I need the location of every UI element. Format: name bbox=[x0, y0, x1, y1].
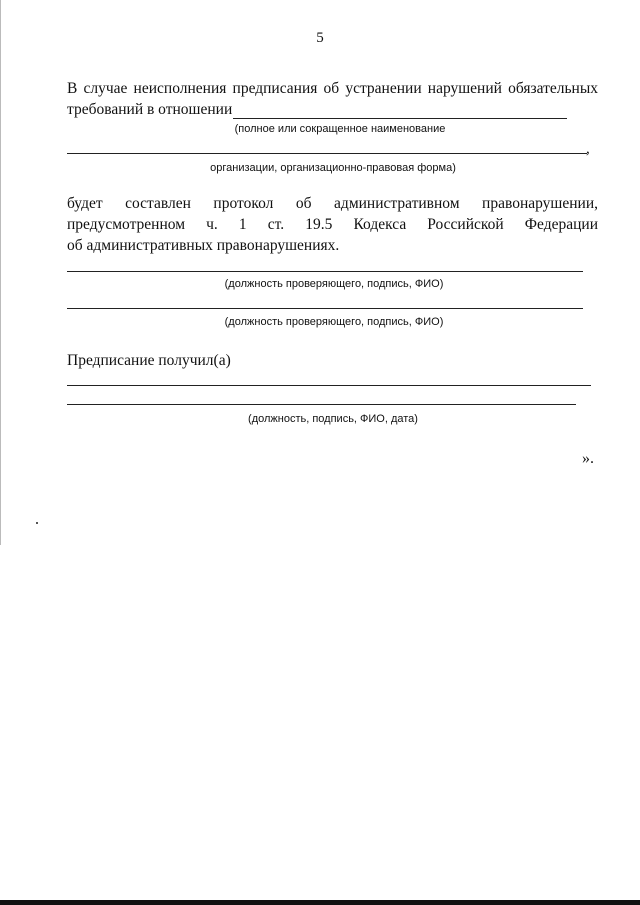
caption-recipient: (должность, подпись, ФИО, дата) bbox=[248, 413, 418, 425]
caption-inspector2: (должность проверяющего, подпись, ФИО) bbox=[224, 316, 444, 328]
org-form-blank-line bbox=[67, 153, 587, 154]
paragraph1-line2-label: требований в отношении bbox=[67, 101, 233, 118]
received-label: Предписание получил(а) bbox=[67, 352, 231, 369]
paragraph2-line3: об административных правонарушениях. bbox=[67, 237, 340, 254]
org-name-blank-line bbox=[233, 118, 567, 119]
paragraph2-line2: предусмотренном ч. 1 ст. 19.5 Кодекса Российской Федерации bbox=[67, 216, 598, 233]
org-form-comma: , bbox=[586, 141, 590, 157]
recipient-signature-line2 bbox=[67, 404, 576, 405]
paragraph2-line1: будет составлен протокол об административном правонарушении, bbox=[67, 195, 598, 212]
inspector2-signature-line bbox=[67, 308, 583, 309]
caption-inspector1: (должность проверяющего, подпись, ФИО) bbox=[224, 278, 444, 290]
page-number: 5 bbox=[316, 30, 324, 46]
recipient-signature-line1 bbox=[67, 385, 591, 386]
scan-margin-line bbox=[0, 0, 1, 545]
scan-speck bbox=[36, 522, 38, 524]
paragraph1-line1: В случае неисполнения предписания об устранении нарушений обязательных bbox=[67, 80, 598, 97]
inspector1-signature-line bbox=[67, 271, 583, 272]
closing-quote: ». bbox=[582, 450, 594, 467]
caption-org-name: (полное или сокращенное наименование bbox=[234, 123, 446, 135]
caption-org-form: организации, организационно-правовая форма) bbox=[210, 162, 456, 174]
scan-bottom-edge bbox=[0, 900, 640, 905]
